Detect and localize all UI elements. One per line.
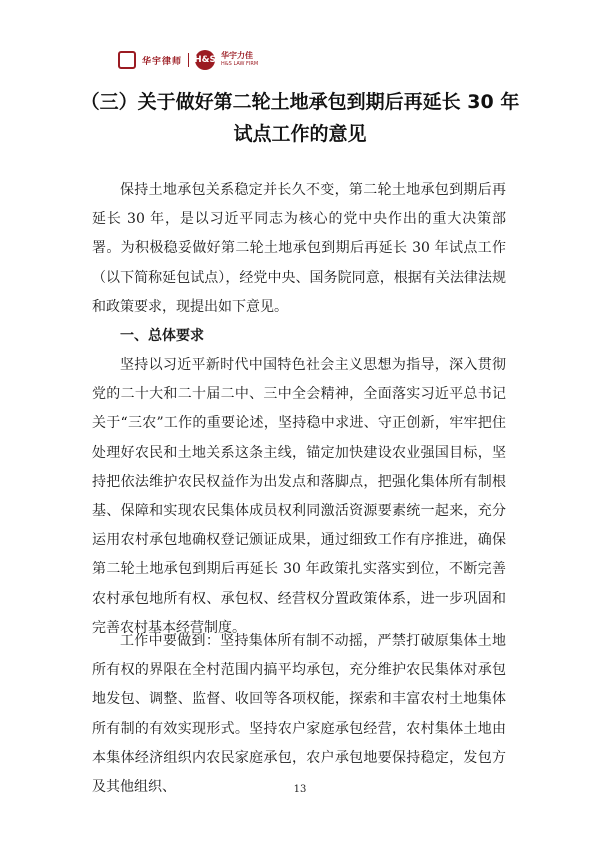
document-title-line1: （三）关于做好第二轮土地承包到期后再延长 30 年	[80, 91, 520, 113]
section-body-paragraph-2: 工作中要做到：坚持集体所有制不动摇，严禁打破原集体土地所有权的界限在全村范围内搞平均承包，充分维护农民集体对承包地发包、调整、监督、收回等各项权能，探索和丰富农村土地集体所有制的有效实现形式。坚持农户家庭承包经营，农村集体土地由本集体经济组织内农民家庭承包，农户承包地要保持稳定，发包方及其他组织、	[92, 633, 506, 796]
firm-logo-text: 华宇律师	[142, 56, 183, 67]
firm-logo-icon	[118, 51, 136, 69]
document-title-line2: 试点工作的意见	[233, 123, 367, 145]
intro-paragraph: 保持土地承包关系稳定并长久不变，第二轮土地承包到期后再延长 30 年，是以习近平同志为核心的党中央作出的重大决策部署。为积极稳妥做好第二轮土地承包到期后再延长 30 年试点工作（以下简称延包试点），经党中央、国务院同意，根据有关法律法规和政策要求，现提出如下意见。	[92, 182, 506, 315]
page-number: 13	[293, 784, 307, 795]
section-heading: 一、总体要求	[120, 328, 204, 344]
hs-logo-sub: H&S LAW FIRM	[221, 61, 259, 67]
section-body-paragraph: 坚持以习近平新时代中国特色社会主义思想为指导，深入贯彻党的二十大和二十届二中、三中全会精神，全面落实习近平总书记关于“三农”工作的重要论述，坚持稳中求进、守正创新，牢牢把住处理好农民和土地关系这条主线，锚定加快建设农业强国目标，坚持把依法维护农民权益作为出发点和落脚点，把强化集体所有制根基、保障和实现农民集体成员权利同激活资源要素统一起来，充分运用农村承包地确权登记颁证成果，通过细致工作有序推进，确保第二轮土地承包到期后再延长 30 年政策扎实落实到位，不断完善农村承包地所有权、承包权、经营权分置政策体系，进一步巩固和完善农村基本经营制度。	[92, 357, 506, 636]
hs-logo-icon: H&S	[195, 50, 215, 70]
hs-logo-text	[221, 51, 258, 69]
logo-divider	[188, 53, 189, 67]
header-logos	[118, 48, 258, 72]
hs-logo-name: 华宇力佳	[221, 51, 254, 60]
